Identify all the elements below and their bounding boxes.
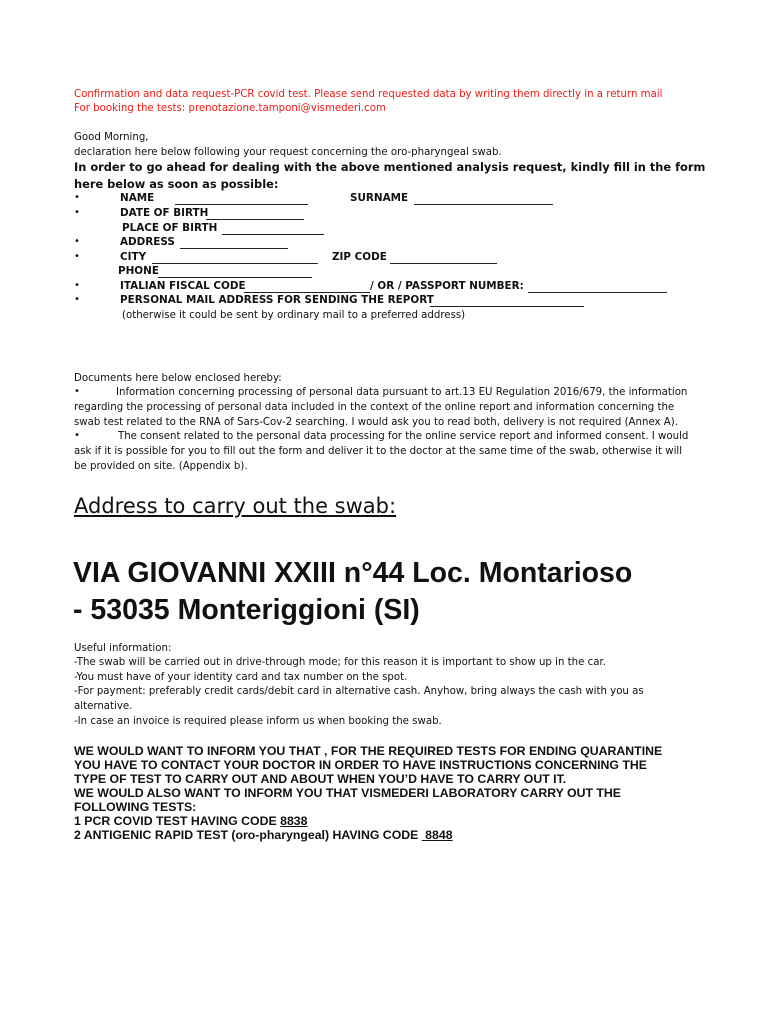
- zip-code-field[interactable]: [390, 254, 497, 264]
- useful-heading: Useful information:: [74, 643, 172, 654]
- notice-line-3: TYPE OF TEST TO CARRY OUT AND ABOUT WHEN YOU’D HAVE TO CARRY OUT IT.: [74, 772, 567, 786]
- bullet: •: [74, 236, 80, 247]
- bullet: •: [74, 430, 80, 441]
- fiscal-code-field[interactable]: [244, 283, 370, 293]
- document-1-line-3: swab test related to the RNA of Sars-Cov-2 searching. I would ask you to read both, delivery is not required (Annex A).: [74, 417, 678, 428]
- bullet: •: [74, 294, 80, 305]
- date-of-birth-field[interactable]: [206, 210, 304, 220]
- city-label: CITY: [120, 251, 147, 263]
- document-2-line-3: be provided on site. (Appendix b).: [74, 461, 248, 472]
- test-2-label: 2 ANTIGENIC RAPID TEST (oro-pharyngeal) HAVING CODE: [74, 828, 422, 842]
- passport-label: / OR / PASSPORT NUMBER:: [370, 280, 524, 292]
- useful-line-3: -For payment: preferably credit cards/debit card in alternative cash. Anyhow, bring always the cash with you as: [74, 686, 644, 697]
- header-line-1: Confirmation and data request-PCR covid test. Please send requested data by writing them directly in a return mail: [74, 89, 663, 100]
- bullet: •: [74, 207, 80, 218]
- passport-field[interactable]: [528, 283, 667, 293]
- bullet: •: [74, 192, 80, 203]
- document-2-line-1: The consent related to the personal data processing for the online service report and informed consent. I would: [118, 431, 689, 442]
- notice-line-4: WE WOULD ALSO WANT TO INFORM YOU THAT VISMEDERI LABORATORY CARRY OUT THE: [74, 786, 621, 800]
- mail-note: (otherwise it could be sent by ordinary mail to a preferred address): [122, 310, 466, 321]
- notice-line-2: YOU HAVE TO CONTACT YOUR DOCTOR IN ORDER TO HAVE INSTRUCTIONS CONCERNING THE: [74, 758, 647, 772]
- phone-label: PHONE: [118, 265, 159, 277]
- mail-field[interactable]: [430, 297, 584, 307]
- notice-line-1: WE WOULD WANT TO INFORM YOU THAT , FOR THE REQUIRED TESTS FOR ENDING QUARANTINE: [74, 744, 663, 758]
- test-1-code: 8838: [280, 814, 308, 828]
- test-1-line: [74, 814, 307, 828]
- instruction-line-2: here below as soon as possible:: [74, 177, 279, 191]
- instruction-line-1: In order to go ahead for dealing with the above mentioned analysis request, kindly fill in the form: [74, 160, 706, 174]
- notice-line-5: FOLLOWING TESTS:: [74, 800, 197, 814]
- useful-line-2: -You must have of your identity card and tax number on the spot.: [74, 672, 408, 683]
- address-line-1: VIA GIOVANNI XXIII n°44 Loc. Montarioso: [73, 557, 633, 589]
- zip-code-label: ZIP CODE: [332, 251, 387, 263]
- place-of-birth-label: PLACE OF BIRTH: [122, 222, 218, 234]
- document-1-line-2: regarding the processing of personal data included in the context of the online report and information concerning the: [74, 402, 675, 413]
- useful-line-5: -In case an invoice is required please inform us when booking the swab.: [74, 716, 442, 727]
- bullet: •: [74, 386, 80, 397]
- header-booking-line: For booking the tests: prenotazione.tamponi@vismederi.com: [74, 103, 386, 114]
- fiscal-code-label: ITALIAN FISCAL CODE: [120, 280, 246, 292]
- name-label: NAME: [120, 192, 155, 204]
- city-field[interactable]: [152, 254, 318, 264]
- address-line-2: - 53035 Monteriggioni (SI): [73, 594, 420, 626]
- address-field[interactable]: [180, 239, 288, 249]
- test-1-label: 1 PCR COVID TEST HAVING CODE: [74, 814, 281, 828]
- date-of-birth-label: DATE OF BIRTH: [120, 207, 209, 219]
- greeting: Good Morning,: [74, 132, 149, 143]
- document-1-line-1: Information concerning processing of personal data pursuant to art.13 EU Regulation 2016/679, the information: [116, 387, 688, 398]
- declaration: declaration here below following your request concerning the oro-pharyngeal swab.: [74, 147, 502, 158]
- place-of-birth-field[interactable]: [222, 225, 324, 235]
- name-field[interactable]: [175, 195, 308, 205]
- address-label: ADDRESS: [120, 236, 175, 248]
- bullet: •: [74, 280, 80, 291]
- test-2-code: 8848: [421, 828, 453, 842]
- bullet: •: [74, 251, 80, 262]
- surname-field[interactable]: [414, 195, 553, 205]
- surname-label: SURNAME: [350, 192, 409, 204]
- address-heading: Address to carry out the swab:: [74, 494, 397, 518]
- documents-heading: Documents here below enclosed hereby:: [74, 373, 282, 384]
- test-2-line: [74, 828, 453, 842]
- phone-field[interactable]: [158, 268, 312, 278]
- document-2-line-2: ask if it is possible for you to fill out the form and deliver it to the doctor at the same time of the swab, otherwise it will: [74, 446, 683, 457]
- mail-label: PERSONAL MAIL ADDRESS FOR SENDING THE REPORT: [120, 294, 434, 306]
- useful-line-4: alternative.: [74, 701, 133, 712]
- useful-line-1: -The swab will be carried out in drive-through mode; for this reason it is important to show up in the car.: [74, 657, 606, 668]
